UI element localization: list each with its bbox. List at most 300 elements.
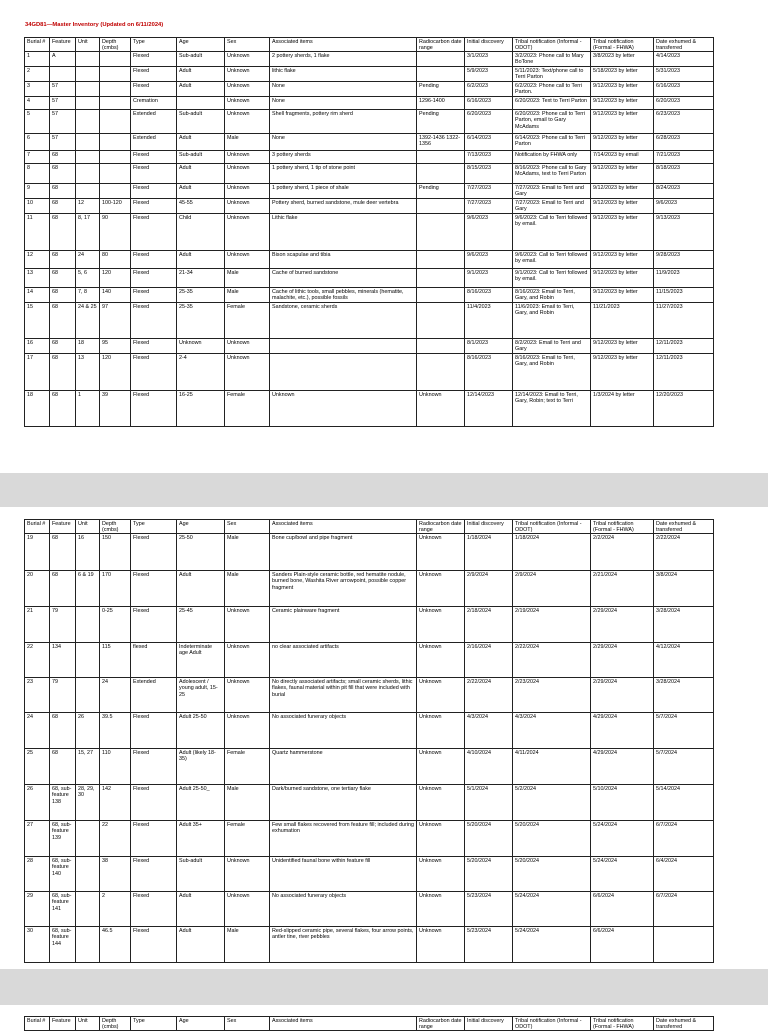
page-gap-2 xyxy=(0,969,768,1005)
cell-type: Flexed xyxy=(131,713,177,749)
cell-tribal-notification-informal: 8/16/2023: Email to Terri, Gary, and Robin xyxy=(513,354,591,391)
cell-depth: 140 xyxy=(100,288,131,303)
column-header-tribal-notification-informal: Tribal notification (Informal - ODOT) xyxy=(513,1017,591,1031)
cell-tribal-notification-informal: 6/20/2023: Phone call to Terri Parton, email to Gary McAdams xyxy=(513,110,591,134)
cell-burial-number: 8 xyxy=(25,164,50,184)
table-header-row xyxy=(25,520,714,534)
cell-date-exhumed: 6/4/2024 xyxy=(654,857,714,892)
cell-date-exhumed: 7/21/2023 xyxy=(654,151,714,164)
table-row xyxy=(25,713,714,749)
cell-type: Flexed xyxy=(131,749,177,785)
cell-type: Flexed xyxy=(131,821,177,857)
cell-initial-discovery: 7/13/2023 xyxy=(465,151,513,164)
cell-initial-discovery: 9/6/2023 xyxy=(465,214,513,251)
column-header-associated-items: Associated items xyxy=(270,520,417,534)
table-row xyxy=(25,391,714,427)
cell-initial-discovery: 2/16/2024 xyxy=(465,643,513,678)
column-header-initial-discovery: Initial discovery xyxy=(465,38,513,52)
cell-sex: Unknown xyxy=(225,857,270,892)
cell-burial-number: 9 xyxy=(25,184,50,199)
cell-depth xyxy=(100,52,131,67)
cell-date-exhumed: 5/7/2024 xyxy=(654,713,714,749)
cell-age: Adult xyxy=(177,164,225,184)
cell-radiocarbon xyxy=(417,164,465,184)
cell-date-exhumed: 9/28/2023 xyxy=(654,251,714,269)
cell-sex: Unknown xyxy=(225,678,270,713)
table-row xyxy=(25,199,714,214)
cell-type: Flexed xyxy=(131,303,177,339)
cell-tribal-notification-formal: 9/12/2023 by letter xyxy=(591,97,654,110)
cell-unit xyxy=(76,857,100,892)
cell-unit xyxy=(76,927,100,963)
cell-tribal-notification-formal: 9/12/2023 by letter xyxy=(591,354,654,391)
cell-age: Adult xyxy=(177,134,225,151)
cell-unit xyxy=(76,110,100,134)
cell-associated-items: 3 pottery sherds xyxy=(270,151,417,164)
cell-radiocarbon: Unknown xyxy=(417,821,465,857)
cell-initial-discovery: 12/14/2023 xyxy=(465,391,513,427)
cell-depth: 90 xyxy=(100,214,131,251)
cell-burial-number: 1 xyxy=(25,52,50,67)
cell-associated-items: No associated funerary objects xyxy=(270,892,417,927)
cell-date-exhumed: 8/24/2023 xyxy=(654,184,714,199)
cell-sex: Male xyxy=(225,534,270,571)
column-header-sex: Sex xyxy=(225,38,270,52)
cell-tribal-notification-informal: 4/11/2024 xyxy=(513,749,591,785)
cell-associated-items: Quartz hammerstone xyxy=(270,749,417,785)
table-row xyxy=(25,678,714,713)
cell-age: Adult 25-50_ xyxy=(177,785,225,821)
column-header-type: Type xyxy=(131,520,177,534)
cell-type: Flexed xyxy=(131,607,177,643)
cell-feature: 68, sub-feature 140 xyxy=(50,857,76,892)
cell-date-exhumed: 12/11/2023 xyxy=(654,339,714,354)
cell-associated-items: Unidentified faunal bone within feature fill xyxy=(270,857,417,892)
table-row xyxy=(25,288,714,303)
cell-sex: Unknown xyxy=(225,52,270,67)
cell-associated-items: 2 pottery sherds, 1 flake xyxy=(270,52,417,67)
cell-sex: Female xyxy=(225,303,270,339)
cell-feature: 57 xyxy=(50,82,76,97)
cell-tribal-notification-informal: Notification by FHWA only xyxy=(513,151,591,164)
table-row xyxy=(25,134,714,151)
cell-age: Adult xyxy=(177,184,225,199)
cell-depth: 0-25 xyxy=(100,607,131,643)
cell-radiocarbon: 1296-1400 xyxy=(417,97,465,110)
cell-sex: Male xyxy=(225,571,270,607)
cell-age: Adult (likely 18-35) xyxy=(177,749,225,785)
table-row xyxy=(25,571,714,607)
column-header-date-exhumed: Date exhumed & transferred xyxy=(654,520,714,534)
cell-age: Adult 25-50 xyxy=(177,713,225,749)
cell-associated-items: Ceramic plainware fragment xyxy=(270,607,417,643)
cell-initial-discovery: 11/4/2023 xyxy=(465,303,513,339)
cell-tribal-notification-informal: 8/2/2023: Email to Terri and Gary xyxy=(513,339,591,354)
cell-initial-discovery: 6/20/2023 xyxy=(465,110,513,134)
cell-burial-number: 10 xyxy=(25,199,50,214)
cell-sex: Female xyxy=(225,391,270,427)
cell-radiocarbon: Unknown xyxy=(417,534,465,571)
cell-radiocarbon: Unknown xyxy=(417,857,465,892)
cell-tribal-notification-formal: 6/6/2024 xyxy=(591,927,654,963)
cell-unit xyxy=(76,151,100,164)
cell-tribal-notification-informal: 6/2/2023: Phone call to Terri Parton. xyxy=(513,82,591,97)
cell-date-exhumed: 5/14/2024 xyxy=(654,785,714,821)
cell-initial-discovery: 5/20/2024 xyxy=(465,857,513,892)
cell-tribal-notification-informal: 5/20/2024 xyxy=(513,821,591,857)
cell-date-exhumed: 11/15/2023 xyxy=(654,288,714,303)
cell-associated-items: Few small flakes recovered from feature fill; included during exhumation xyxy=(270,821,417,857)
cell-sex: Female xyxy=(225,749,270,785)
cell-tribal-notification-formal: 11/21/2023 xyxy=(591,303,654,339)
column-header-tribal-notification-formal: Tribal notification (Formal - FHWA) xyxy=(591,520,654,534)
cell-burial-number: 13 xyxy=(25,269,50,288)
cell-age: Adult xyxy=(177,67,225,82)
column-header-feature: Feature xyxy=(50,520,76,534)
cell-radiocarbon xyxy=(417,269,465,288)
cell-feature: 68 xyxy=(50,184,76,199)
cell-age: Adult xyxy=(177,892,225,927)
cell-type: Flexed xyxy=(131,892,177,927)
cell-unit xyxy=(76,97,100,110)
column-header-age: Age xyxy=(177,38,225,52)
document-title: 34GD81—Master Inventory (Updated on 6/11/2024) xyxy=(25,22,164,28)
table-row xyxy=(25,82,714,97)
cell-type: Flexed xyxy=(131,288,177,303)
cell-type: Extended xyxy=(131,110,177,134)
cell-sex: Unknown xyxy=(225,164,270,184)
column-header-depth: Depth (cmbs) xyxy=(100,520,131,534)
cell-radiocarbon: Unknown xyxy=(417,607,465,643)
column-header-age: Age xyxy=(177,1017,225,1031)
cell-associated-items: Dark/burned sandstone, one tertiary flake xyxy=(270,785,417,821)
table-row xyxy=(25,269,714,288)
cell-sex: Male xyxy=(225,927,270,963)
cell-type: flexed xyxy=(131,643,177,678)
cell-radiocarbon xyxy=(417,52,465,67)
table-row xyxy=(25,821,714,857)
cell-initial-discovery: 7/27/2023 xyxy=(465,199,513,214)
table-row xyxy=(25,785,714,821)
column-header-date-exhumed: Date exhumed & transferred xyxy=(654,1017,714,1031)
cell-unit xyxy=(76,164,100,184)
cell-depth xyxy=(100,97,131,110)
cell-tribal-notification-informal: 5/20/2024 xyxy=(513,857,591,892)
cell-date-exhumed: 12/11/2023 xyxy=(654,354,714,391)
cell-associated-items: None xyxy=(270,82,417,97)
cell-radiocarbon: Unknown xyxy=(417,643,465,678)
cell-tribal-notification-informal: 9/1/2023: Call to Terri followed by email. xyxy=(513,269,591,288)
cell-associated-items xyxy=(270,354,417,391)
cell-age: Sub-adult xyxy=(177,151,225,164)
cell-tribal-notification-formal: 5/24/2024 xyxy=(591,821,654,857)
cell-associated-items: None xyxy=(270,134,417,151)
table-row xyxy=(25,110,714,134)
column-header-type: Type xyxy=(131,1017,177,1031)
cell-tribal-notification-formal: 9/12/2023 by letter xyxy=(591,251,654,269)
column-header-depth: Depth (cmbs) xyxy=(100,38,131,52)
column-header-burial-number: Burial # xyxy=(25,38,50,52)
cell-associated-items: Lithic flake xyxy=(270,214,417,251)
cell-radiocarbon xyxy=(417,339,465,354)
cell-associated-items: lithic flake xyxy=(270,67,417,82)
cell-age: Adult xyxy=(177,571,225,607)
cell-unit: 6 & 19 xyxy=(76,571,100,607)
cell-type: Flexed xyxy=(131,269,177,288)
cell-depth: 46.5 xyxy=(100,927,131,963)
cell-associated-items: Shell fragments, pottery rim sherd xyxy=(270,110,417,134)
cell-sex: Unknown xyxy=(225,339,270,354)
cell-feature: 68, sub-feature 141 xyxy=(50,892,76,927)
cell-tribal-notification-informal: 5/24/2024 xyxy=(513,892,591,927)
cell-date-exhumed: 9/6/2023 xyxy=(654,199,714,214)
table-row xyxy=(25,151,714,164)
cell-radiocarbon: 1392-1436 1322-1356 xyxy=(417,134,465,151)
cell-age xyxy=(177,97,225,110)
cell-depth: 39.5 xyxy=(100,713,131,749)
cell-initial-discovery: 9/1/2023 xyxy=(465,269,513,288)
cell-feature: 68 xyxy=(50,151,76,164)
cell-associated-items: Pottery sherd, burned sandstone, mule deer vertebra xyxy=(270,199,417,214)
cell-type: Flexed xyxy=(131,339,177,354)
cell-radiocarbon xyxy=(417,354,465,391)
column-header-sex: Sex xyxy=(225,520,270,534)
cell-burial-number: 23 xyxy=(25,678,50,713)
cell-feature: 134 xyxy=(50,643,76,678)
cell-tribal-notification-informal: 11/6/2023: Email to Terri, Gary, and Robin xyxy=(513,303,591,339)
cell-feature: 68 xyxy=(50,288,76,303)
cell-date-exhumed xyxy=(654,927,714,963)
cell-sex: Unknown xyxy=(225,214,270,251)
cell-depth: 39 xyxy=(100,391,131,427)
cell-radiocarbon: Unknown xyxy=(417,785,465,821)
cell-type: Flexed xyxy=(131,391,177,427)
cell-burial-number: 4 xyxy=(25,97,50,110)
inventory-table-page-1 xyxy=(24,37,714,427)
cell-date-exhumed: 6/23/2023 xyxy=(654,110,714,134)
cell-tribal-notification-formal: 9/12/2023 by letter xyxy=(591,184,654,199)
cell-depth: 24 xyxy=(100,678,131,713)
column-header-unit: Unit xyxy=(76,1017,100,1031)
cell-radiocarbon: Pending xyxy=(417,184,465,199)
cell-age: Sub-adult xyxy=(177,110,225,134)
table-header-row xyxy=(25,38,714,52)
cell-tribal-notification-informal: 1/18/2024 xyxy=(513,534,591,571)
column-header-tribal-notification-formal: Tribal notification (Formal - FHWA) xyxy=(591,38,654,52)
cell-burial-number: 29 xyxy=(25,892,50,927)
cell-tribal-notification-formal: 1/3/2024 by letter xyxy=(591,391,654,427)
cell-burial-number: 27 xyxy=(25,821,50,857)
cell-initial-discovery: 7/27/2023 xyxy=(465,184,513,199)
cell-burial-number: 18 xyxy=(25,391,50,427)
cell-type: Flexed xyxy=(131,571,177,607)
cell-age: 2-4 xyxy=(177,354,225,391)
cell-feature: 68 xyxy=(50,749,76,785)
cell-tribal-notification-formal: 2/29/2024 xyxy=(591,607,654,643)
cell-tribal-notification-informal: 2/22/2024 xyxy=(513,643,591,678)
cell-age: 25-45 xyxy=(177,607,225,643)
cell-burial-number: 12 xyxy=(25,251,50,269)
cell-date-exhumed: 3/8/2024 xyxy=(654,571,714,607)
cell-tribal-notification-formal: 2/2/2024 xyxy=(591,534,654,571)
column-header-unit: Unit xyxy=(76,38,100,52)
table-row xyxy=(25,607,714,643)
cell-unit: 1 xyxy=(76,391,100,427)
cell-radiocarbon xyxy=(417,303,465,339)
cell-unit: 24 xyxy=(76,251,100,269)
cell-tribal-notification-informal: 6/20/2023: Text to Terri Parton xyxy=(513,97,591,110)
column-header-burial-number: Burial # xyxy=(25,1017,50,1031)
cell-unit xyxy=(76,67,100,82)
column-header-radiocarbon: Radiocarbon date range xyxy=(417,520,465,534)
cell-burial-number: 21 xyxy=(25,607,50,643)
cell-type: Cremation xyxy=(131,97,177,110)
cell-age: Adult xyxy=(177,251,225,269)
cell-type: Flexed xyxy=(131,67,177,82)
cell-tribal-notification-informal: 2/23/2024 xyxy=(513,678,591,713)
cell-date-exhumed: 3/28/2024 xyxy=(654,607,714,643)
cell-depth xyxy=(100,134,131,151)
cell-initial-discovery: 5/1/2024 xyxy=(465,785,513,821)
cell-depth: 22 xyxy=(100,821,131,857)
cell-type: Extended xyxy=(131,678,177,713)
table-row xyxy=(25,857,714,892)
column-header-tribal-notification-formal: Tribal notification (Formal - FHWA) xyxy=(591,1017,654,1031)
cell-initial-discovery: 2/18/2024 xyxy=(465,607,513,643)
cell-tribal-notification-informal: 2/19/2024 xyxy=(513,607,591,643)
cell-radiocarbon: Unknown xyxy=(417,571,465,607)
cell-sex: Male xyxy=(225,785,270,821)
cell-date-exhumed: 6/16/2023 xyxy=(654,82,714,97)
cell-sex: Unknown xyxy=(225,354,270,391)
cell-unit: 7, 8 xyxy=(76,288,100,303)
column-header-initial-discovery: Initial discovery xyxy=(465,520,513,534)
cell-sex: Unknown xyxy=(225,892,270,927)
cell-tribal-notification-formal: 5/18/2023 by letter xyxy=(591,67,654,82)
cell-initial-discovery: 8/15/2023 xyxy=(465,164,513,184)
cell-date-exhumed: 5/31/2023 xyxy=(654,67,714,82)
cell-date-exhumed: 4/12/2024 xyxy=(654,643,714,678)
cell-radiocarbon: Unknown xyxy=(417,678,465,713)
cell-radiocarbon: Pending xyxy=(417,110,465,134)
cell-sex: Male xyxy=(225,269,270,288)
column-header-burial-number: Burial # xyxy=(25,520,50,534)
column-header-tribal-notification-informal: Tribal notification (Informal - ODOT) xyxy=(513,520,591,534)
cell-feature: 68 xyxy=(50,339,76,354)
cell-burial-number: 25 xyxy=(25,749,50,785)
column-header-initial-discovery: Initial discovery xyxy=(465,1017,513,1031)
cell-age: 21-34 xyxy=(177,269,225,288)
cell-depth: 170 xyxy=(100,571,131,607)
cell-initial-discovery: 6/16/2023 xyxy=(465,97,513,110)
table-row xyxy=(25,67,714,82)
cell-burial-number: 19 xyxy=(25,534,50,571)
cell-initial-discovery: 9/6/2023 xyxy=(465,251,513,269)
cell-unit xyxy=(76,82,100,97)
cell-initial-discovery: 5/9/2023 xyxy=(465,67,513,82)
cell-tribal-notification-formal: 9/12/2023 by letter xyxy=(591,269,654,288)
table-row xyxy=(25,749,714,785)
cell-date-exhumed: 9/13/2023 xyxy=(654,214,714,251)
cell-associated-items: No associated funerary objects xyxy=(270,713,417,749)
cell-initial-discovery: 2/22/2024 xyxy=(465,678,513,713)
cell-associated-items: Cache of lithic tools, small pebbles, minerals (hematite, malachite, etc.), possible fossils xyxy=(270,288,417,303)
cell-initial-discovery: 6/14/2023 xyxy=(465,134,513,151)
cell-burial-number: 24 xyxy=(25,713,50,749)
cell-unit xyxy=(76,184,100,199)
cell-tribal-notification-formal: 9/12/2023 by letter xyxy=(591,199,654,214)
cell-associated-items xyxy=(270,339,417,354)
cell-date-exhumed: 6/28/2023 xyxy=(654,134,714,151)
cell-burial-number: 7 xyxy=(25,151,50,164)
page-gap-1 xyxy=(0,473,768,507)
cell-radiocarbon: Unknown xyxy=(417,713,465,749)
cell-sex: Female xyxy=(225,821,270,857)
cell-unit xyxy=(76,892,100,927)
cell-radiocarbon: Unknown xyxy=(417,391,465,427)
cell-tribal-notification-formal: 5/10/2024 xyxy=(591,785,654,821)
cell-associated-items: 1 pottery sherd, 1 piece of shale xyxy=(270,184,417,199)
column-header-unit: Unit xyxy=(76,520,100,534)
cell-tribal-notification-informal: 12/14/2023: Email to Terri, Gary, Robin; text to Terri xyxy=(513,391,591,427)
cell-unit xyxy=(76,821,100,857)
cell-type: Flexed xyxy=(131,251,177,269)
cell-radiocarbon: Unknown xyxy=(417,927,465,963)
column-header-associated-items: Associated items xyxy=(270,38,417,52)
cell-associated-items: 1 pottery sherd, 1 tip of stone point xyxy=(270,164,417,184)
cell-sex: Unknown xyxy=(225,110,270,134)
column-header-radiocarbon: Radiocarbon date range xyxy=(417,38,465,52)
cell-type: Flexed xyxy=(131,52,177,67)
cell-date-exhumed: 11/9/2023 xyxy=(654,269,714,288)
cell-initial-discovery: 8/16/2023 xyxy=(465,288,513,303)
column-header-radiocarbon: Radiocarbon date range xyxy=(417,1017,465,1031)
cell-associated-items: No directly associated artifacts; small ceramic sherds, lithic flakes, faunal material within pit fill that were included with burial xyxy=(270,678,417,713)
cell-radiocarbon xyxy=(417,251,465,269)
column-header-associated-items: Associated items xyxy=(270,1017,417,1031)
table-row xyxy=(25,251,714,269)
cell-age: Indeterminate age Adult xyxy=(177,643,225,678)
cell-tribal-notification-informal: 7/27/2023: Email to Terri and Gary xyxy=(513,199,591,214)
cell-age: Adult xyxy=(177,927,225,963)
cell-feature: 68, sub-feature 138 xyxy=(50,785,76,821)
cell-tribal-notification-formal: 5/24/2024 xyxy=(591,857,654,892)
cell-date-exhumed: 6/7/2024 xyxy=(654,892,714,927)
cell-age: 45-55 xyxy=(177,199,225,214)
cell-date-exhumed: 11/27/2023 xyxy=(654,303,714,339)
cell-feature: 68 xyxy=(50,534,76,571)
cell-depth: 2 xyxy=(100,892,131,927)
cell-initial-discovery: 3/1/2023 xyxy=(465,52,513,67)
cell-age: Adult xyxy=(177,82,225,97)
cell-age: 16-25 xyxy=(177,391,225,427)
cell-depth xyxy=(100,82,131,97)
cell-tribal-notification-formal: 2/29/2024 xyxy=(591,643,654,678)
cell-radiocarbon xyxy=(417,151,465,164)
cell-sex: Unknown xyxy=(225,67,270,82)
cell-tribal-notification-formal: 7/14/2023 by email xyxy=(591,151,654,164)
cell-age: Sub-adult xyxy=(177,52,225,67)
cell-depth: 38 xyxy=(100,857,131,892)
table-row xyxy=(25,184,714,199)
cell-radiocarbon: Unknown xyxy=(417,749,465,785)
cell-depth: 100-120 xyxy=(100,199,131,214)
cell-depth: 95 xyxy=(100,339,131,354)
cell-depth xyxy=(100,67,131,82)
cell-radiocarbon xyxy=(417,67,465,82)
table-row xyxy=(25,534,714,571)
cell-burial-number: 15 xyxy=(25,303,50,339)
